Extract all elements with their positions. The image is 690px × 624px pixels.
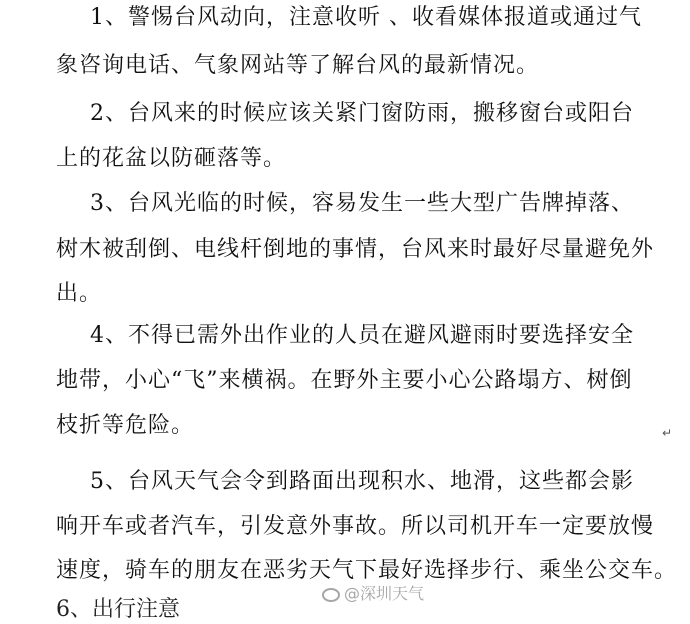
text-line: 地带，小心“飞”来横祸。在野外主要小心公路塌方、树倒 <box>56 368 633 393</box>
paragraph-mark-icon: ↵ <box>662 426 673 440</box>
text-line: 2、台风来的时候应该关紧门窗防雨，搬移窗台或阳台 <box>90 101 634 126</box>
watermark-text: @深圳天气 <box>344 584 425 603</box>
text-line: 象咨询电话、气象网站等了解台风的最新情况。 <box>56 53 540 78</box>
cut-off-text-line <box>56 596 246 622</box>
text-line: 树木被刮倒、电线杆倒地的事情，台风来时最好尽量避免外 <box>56 237 655 262</box>
text-line: 速度，骑车的朋友在恶劣天气下最好选择步行、乘坐公交车。 <box>56 558 678 583</box>
text-line: 枝折等危险。 <box>56 413 195 438</box>
text-line: 上的花盆以防砸落等。 <box>56 146 287 171</box>
text-line: 5、台风天气会令到路面出现积水、地滑，这些都会影 <box>90 469 634 494</box>
watermark <box>322 584 424 604</box>
text-line: 1、警惕台风动向，注意收听 、收看媒体报道或通过气 <box>90 5 642 30</box>
text-line: 出。 <box>56 281 103 306</box>
cut-off-text: 6、出行注意 <box>56 597 180 622</box>
weibo-logo-icon <box>322 588 340 602</box>
text-line: 3、台风光临的时候，容易发生一些大型广告牌掉落、 <box>90 191 634 216</box>
text-line: 4、不得已需外出作业的人员在避风避雨时要选择安全 <box>90 323 634 348</box>
text-line: 响开车或者汽车，引发意外事故。所以司机开车一定要放慢 <box>56 514 655 539</box>
